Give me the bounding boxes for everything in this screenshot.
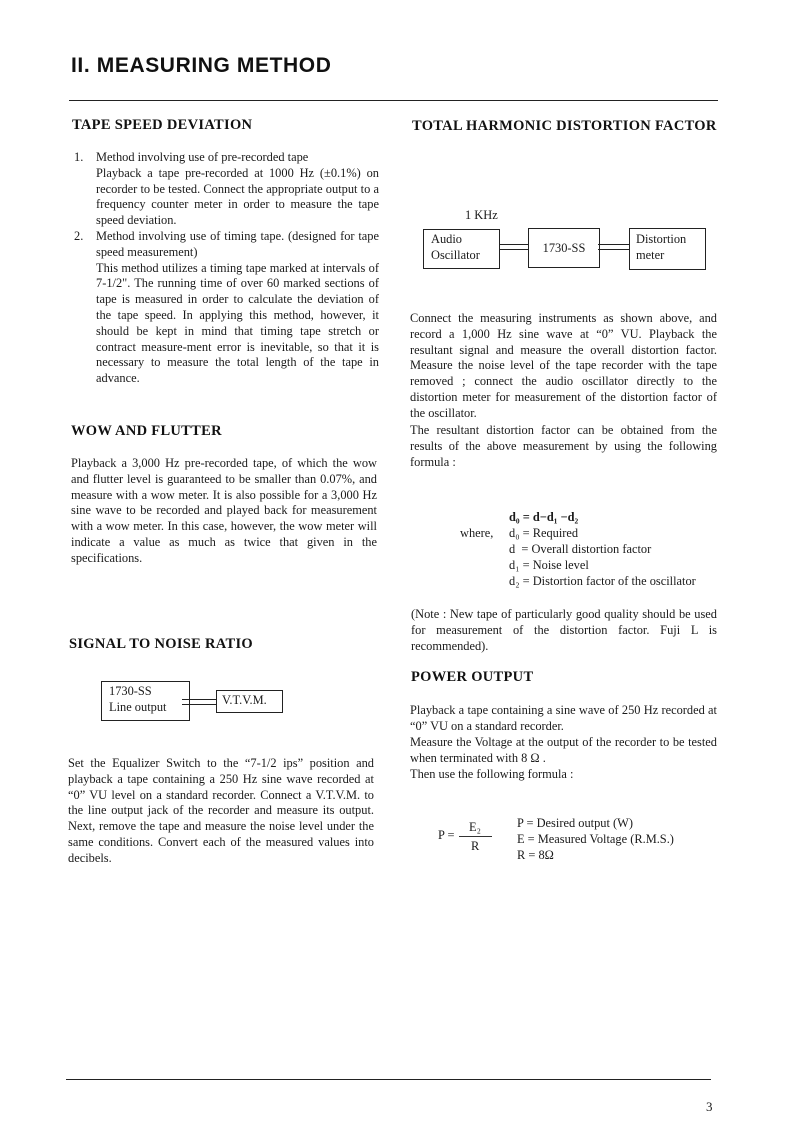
snr-heading: SIGNAL TO NOISE RATIO (69, 636, 253, 652)
diagram-box-recorder (101, 681, 190, 721)
list-item-body: Playback a tape pre-recorded at 1000 Hz (±0.1%) on recorder to be tested. Connect the appropriate output to a frequency counter meter in order to measure the tape speed deviation. (96, 165, 379, 228)
list-item-title: Method involving use of timing tape. (designed for tape speed measurement) (96, 228, 379, 259)
power-formula-def: E = Measured Voltage (R.M.S.) (517, 832, 674, 846)
list-item (71, 150, 379, 229)
wow-flutter-body: Playback a 3,000 Hz pre-recorded tape, of which the wow and flutter level is guaranteed to be smaller than 0.07%, and measure with a wow meter. It is also possible for a 3,000 Hz sine wave to be recorded and played back for measurement with a wow meter. In this case, however, the wow meter will indicate a value as much as twice that given in the specifications. (71, 456, 377, 565)
diagram-box-label: meter (636, 248, 665, 262)
snr-body: Set the Equalizer Switch to the “7-1/2 ips” position and playback a tape containing a 250 Hz sine wave recorded at “0” VU level on a standard recorder. Connect a V.T.V.M. to the line output jack of the recorder and measure its output. Next, remove the tape and measure the noise level under the same conditions. Convert each of the measured values into decibels. (68, 756, 374, 865)
diagram-freq-label: 1 KHz (465, 208, 498, 222)
thd-heading: TOTAL HARMONIC DISTORTION FACTOR (412, 118, 717, 134)
thd-formula-def: d = Overall distortion factor (509, 542, 652, 556)
diagram-box-label: 1730-SS (542, 241, 586, 255)
thd-formula-def: d₀ = Required (509, 526, 579, 540)
tape-speed-heading: TAPE SPEED DEVIATION (72, 117, 253, 133)
diagram-box-oscillator (423, 229, 500, 269)
thd-formula-where: where, (460, 526, 494, 540)
power-formula-fraction-bar (459, 836, 492, 837)
wow-flutter-heading: WOW AND FLUTTER (71, 423, 222, 439)
list-item (71, 229, 379, 387)
diagram-box-label: Distortion (636, 232, 687, 246)
diagram-box-label: Oscillator (431, 248, 480, 262)
thd-formula-def: d₁ = Noise level (509, 558, 589, 572)
page-title: II. MEASURING METHOD (71, 54, 332, 77)
power-para-1: Playback a tape containing a sine wave of 250 Hz recorded at “0” VU on a standard recorder. (410, 703, 717, 733)
power-formula-numerator: E₂ (469, 820, 481, 834)
diagram-connector (182, 699, 216, 705)
diagram-box-vtvm (216, 690, 283, 713)
top-rule (69, 100, 718, 101)
diagram-box-label: Audio (431, 232, 462, 246)
list-item-number: 1. (74, 150, 84, 164)
list-item-number: 2. (74, 228, 84, 243)
diagram-connector (598, 244, 629, 250)
power-formula-def: P = Desired output (W) (517, 816, 633, 830)
page-number: 3 (706, 1099, 713, 1114)
thd-formula-main: d₀ = d−d₁ −d₂ (509, 510, 579, 524)
list-item-body: This method utilizes a timing tape marked at intervals of 7-1/2". The running time of over 60 marked sections of tape is measured in order to calculate the deviation of the tape speed. In applying this method, however, it should be kept in mind that timing tape stretch or contract measure-ment error is inevitable, so that it is necessary to measure the total length of the tape in advance. (96, 260, 379, 386)
diagram-box-label: V.T.V.M. (222, 693, 267, 707)
thd-note: (Note : New tape of particularly good quality should be used for measurement of the distortion factor. Fuji L is recommended). (411, 607, 717, 653)
diagram-connector (499, 244, 528, 250)
diagram-box-label: Line output (109, 700, 167, 714)
power-formula-denominator: R (471, 839, 480, 853)
diagram-box-recorder (528, 228, 600, 268)
list-item-title: Method involving use of pre-recorded tape (96, 150, 309, 164)
power-heading: POWER OUTPUT (411, 669, 534, 685)
thd-formula-def: d₂ = Distortion factor of the oscillator (509, 574, 696, 588)
diagram-box-label: 1730-SS (109, 684, 152, 698)
bottom-rule (66, 1079, 711, 1080)
power-formula-def: R = 8Ω (517, 848, 554, 862)
diagram-box-distortion-meter (629, 228, 706, 270)
thd-para-2: The resultant distortion factor can be obtained from the results of the above measurement by using the following formula : (410, 423, 717, 469)
power-formula-lhs: P = (438, 828, 455, 842)
tape-speed-list (71, 150, 379, 387)
power-para-2: Measure the Voltage at the output of the recorder to be tested when terminated with 8 Ω . (410, 735, 717, 765)
power-para-3: Then use the following formula : (410, 767, 574, 781)
thd-para-1: Connect the measuring instruments as shown above, and record a 1,000 Hz sine wave at “0” VU. Playback the resultant signal and measure the overall distortion factor. Measure the noise level of the tape recorder with the tape removed ; connect the audio oscillator directly to the distortion meter for measurement of the distortion factor of the oscillator. (410, 311, 717, 420)
